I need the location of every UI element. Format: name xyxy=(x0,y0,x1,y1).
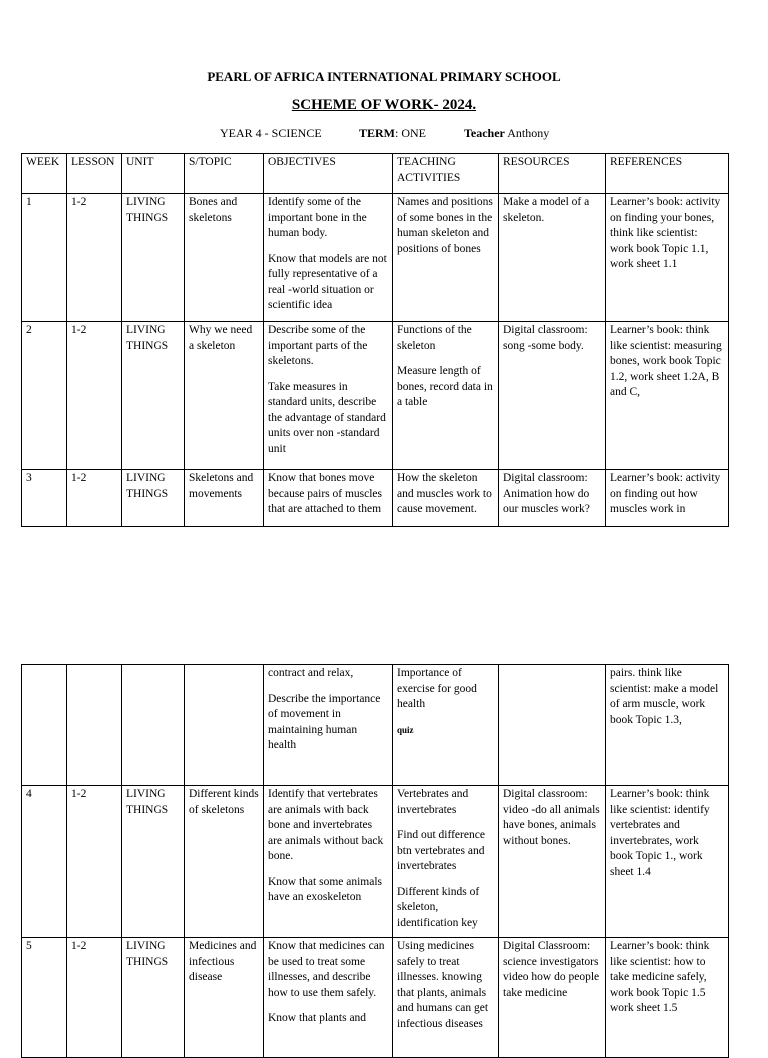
term-value: : ONE xyxy=(395,126,426,140)
cell-unit: LIVING THINGS xyxy=(122,322,185,470)
cell-paragraph: Vertebrates and invertebrates xyxy=(397,788,469,816)
cell-objectives xyxy=(264,470,393,527)
cell-unit: LIVING THINGS xyxy=(122,938,185,1058)
table-row xyxy=(22,470,729,527)
cell-lesson: 1-2 xyxy=(67,786,122,938)
cell-resources: Digital classroom: video -do all animals have bones, animals without bones. xyxy=(499,786,606,938)
cell-resources: Make a model of a skeleton. xyxy=(499,194,606,322)
cell-unit xyxy=(122,665,185,786)
cell-paragraph: Functions of the skeleton xyxy=(397,324,472,352)
cell-week: 5 xyxy=(22,938,67,1058)
cell-topic: Different kinds of skeletons xyxy=(185,786,264,938)
cell-references: Learner’s book: activity on finding out how muscles work in xyxy=(606,470,729,527)
cell-references: Learner’s book: think like scientist: identify vertebrates and invertebrates, work book Topic 1., work sheet 1.4 xyxy=(606,786,729,938)
cell-lesson: 1-2 xyxy=(67,194,122,322)
cell-topic xyxy=(185,665,264,786)
cell-references: Learner’s book: think like scientist: measuring bones, work book Topic 1.2, work sheet 1.2A, B and C, xyxy=(606,322,729,470)
cell-unit: LIVING THINGS xyxy=(122,194,185,322)
cell-references: pairs. think like scientist: make a model of arm muscle, work book Topic 1.3, xyxy=(606,665,729,786)
cell-paragraph: Identify that vertebrates are animals with back bone and invertebrates are animals without back bone. xyxy=(268,788,384,862)
cell-lesson: 1-2 xyxy=(67,322,122,470)
cell-week: 2 xyxy=(22,322,67,470)
column-header: RESOURCES xyxy=(499,154,606,194)
cell-topic: Why we need a skeleton xyxy=(185,322,264,470)
column-header: REFERENCES xyxy=(606,154,729,194)
cell-paragraph: Know that models are not fully representative of a real -world situation or scientific idea xyxy=(268,252,387,311)
cell-paragraph: Different kinds of skeleton, identification key xyxy=(397,885,480,929)
term-label: TERM xyxy=(359,126,395,140)
cell-topic: Medicines and infectious disease xyxy=(185,938,264,1058)
cell-week: 4 xyxy=(22,786,67,938)
cell-topic: Bones and skeletons xyxy=(185,194,264,322)
scheme-table-continued xyxy=(21,664,729,1058)
cell-objectives xyxy=(264,194,393,322)
scheme-table xyxy=(21,153,729,527)
table-row xyxy=(22,786,729,938)
year-subject: YEAR 4 - SCIENCE xyxy=(220,126,322,140)
cell-objectives xyxy=(264,322,393,470)
quiz-label: quiz xyxy=(397,724,414,735)
cell-objectives xyxy=(264,786,393,938)
cell-paragraph: How the skeleton and muscles work to cause movement. xyxy=(397,472,492,515)
term xyxy=(359,126,426,141)
cell-lesson: 1-2 xyxy=(67,938,122,1058)
school-name: PEARL OF AFRICA INTERNATIONAL PRIMARY SCHOOL xyxy=(207,69,561,84)
cell-paragraph: Find out difference btn vertebrates and invertebrates xyxy=(397,829,485,872)
cell-paragraph: Names and positions of some bones in the human skeleton and positions of bones xyxy=(397,196,493,255)
cell-topic: Skeletons and movements xyxy=(185,470,264,527)
cell-week xyxy=(22,665,67,786)
table-header-row xyxy=(22,154,729,194)
cell-paragraph: Know that plants and xyxy=(268,1012,367,1024)
cell-unit: LIVING THINGS xyxy=(122,786,185,938)
cell-paragraph: Importance of exercise for good health xyxy=(397,667,477,710)
teacher-label: Teacher xyxy=(464,126,505,140)
cell-objectives xyxy=(264,938,393,1058)
teacher-value: Anthony xyxy=(504,126,550,140)
cell-activities xyxy=(393,322,499,470)
cell-activities xyxy=(393,938,499,1058)
cell-paragraph: Describe the importance of movement in maintaining human health xyxy=(268,692,381,751)
table-row xyxy=(22,938,729,1058)
table-row xyxy=(22,322,729,470)
table-row xyxy=(22,665,729,786)
cell-unit: LIVING THINGS xyxy=(122,470,185,527)
cell-lesson xyxy=(67,665,122,786)
cell-week: 1 xyxy=(22,194,67,322)
cell-resources: Digital classroom: song -some body. xyxy=(499,322,606,470)
cell-paragraph: Describe some of the important parts of the skeletons. xyxy=(268,324,368,367)
cell-resources xyxy=(499,665,606,786)
cell-references: Learner’s book: think like scientist: how to take medicine safely, work book Topic 1.5 work sheet 1.5 xyxy=(606,938,729,1058)
cell-paragraph: Know that bones move because pairs of muscles that are attached to them xyxy=(268,472,383,515)
cell-activities xyxy=(393,470,499,527)
cell-resources: Digital classroom: Animation how do our muscles work? xyxy=(499,470,606,527)
table-row xyxy=(22,194,729,322)
cell-lesson: 1-2 xyxy=(67,470,122,527)
column-header: S/TOPIC xyxy=(185,154,264,194)
cell-activities xyxy=(393,665,499,786)
column-header: OBJECTIVES xyxy=(264,154,393,194)
cell-week: 3 xyxy=(22,470,67,527)
cell-references: Learner’s book: activity on finding your bones, think like scientist: work book Topic 1.1, work sheet 1.1 xyxy=(606,194,729,322)
cell-objectives xyxy=(264,665,393,786)
cell-paragraph: contract and relax, xyxy=(268,667,354,679)
cell-paragraph: Take measures in standard units, describe the advantage of standard units over non -standard unit xyxy=(268,380,386,455)
teacher xyxy=(464,126,549,141)
column-header: TEACHING ACTIVITIES xyxy=(393,154,499,194)
cell-paragraph: Know that medicines can be used to treat some illnesses, and describe how to use them safely. xyxy=(268,940,385,999)
cell-activities xyxy=(393,786,499,938)
column-header: UNIT xyxy=(122,154,185,194)
cell-paragraph: Know that some animals have an exoskeleton xyxy=(268,875,383,903)
column-header: WEEK xyxy=(22,154,67,194)
column-header: LESSON xyxy=(67,154,122,194)
cell-activities xyxy=(393,194,499,322)
cell-paragraph: Measure length of bones, record data in a table xyxy=(397,365,493,408)
cell-resources: Digital Classroom: science investigators video how do people take medicine xyxy=(499,938,606,1058)
cell-paragraph: Identify some of the important bone in the human body. xyxy=(268,196,367,239)
cell-paragraph: Using medicines safely to treat illnesses. knowing that plants, animals and humans can get infectious diseases xyxy=(397,940,489,1030)
document-title: SCHEME OF WORK- 2024. xyxy=(291,97,477,113)
